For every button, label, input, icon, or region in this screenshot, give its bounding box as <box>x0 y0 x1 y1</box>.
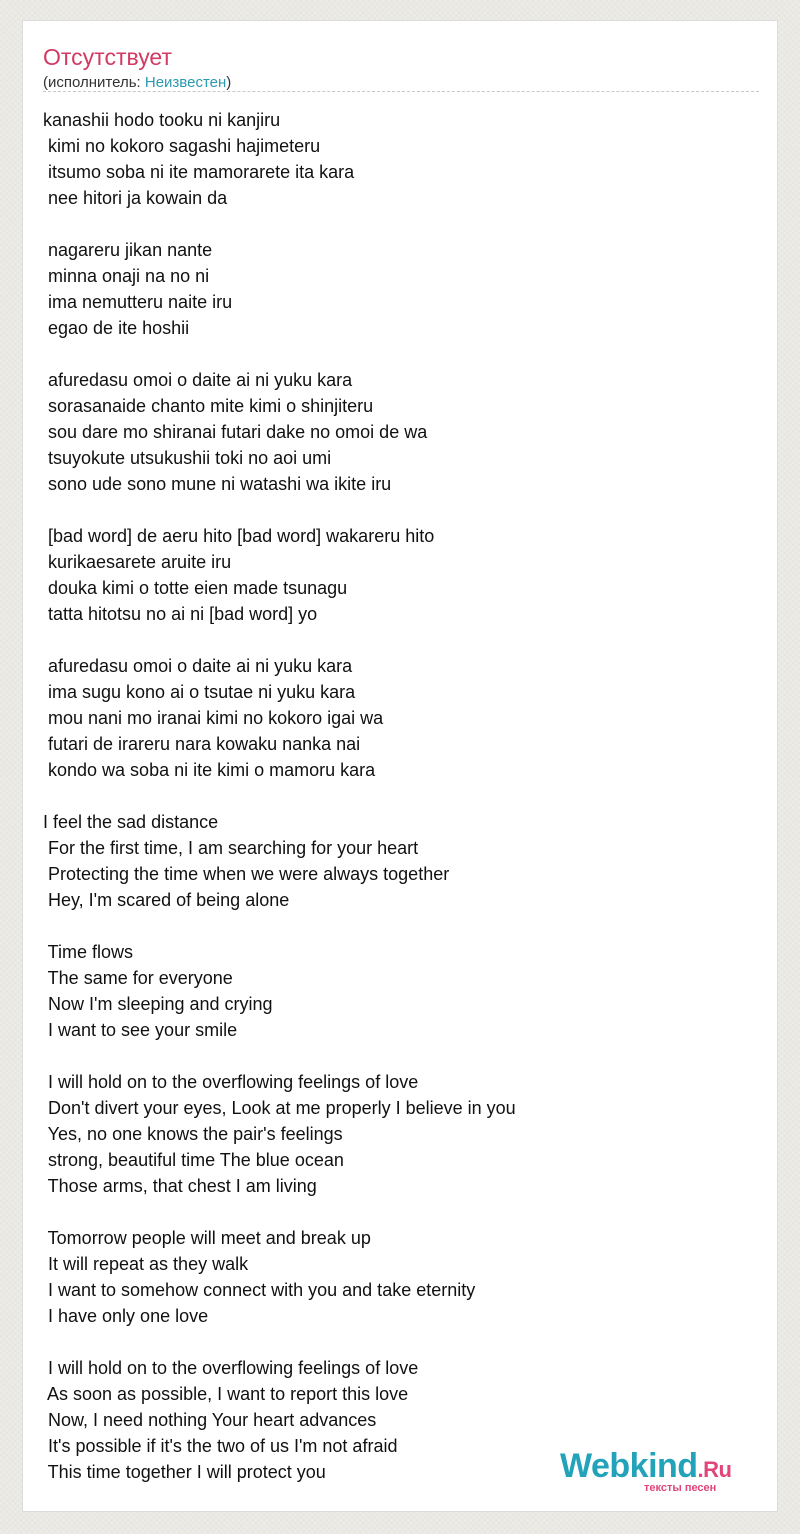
lyric-line <box>43 913 516 939</box>
lyric-line <box>43 1043 516 1069</box>
lyric-line: ima sugu kono ai o tsutae ni yuku kara <box>43 682 356 702</box>
lyric-line: For the first time, I am searching for your heart <box>43 838 419 858</box>
lyric-line <box>43 497 516 523</box>
lyric-line: futari de irareru nara kowaku nanka nai <box>43 734 361 754</box>
lyric-line: afuredasu omoi o daite ai ni yuku kara <box>43 656 353 676</box>
lyric-line: egao de ite hoshii <box>43 318 190 338</box>
artist-line <box>43 74 231 92</box>
artist-link[interactable]: Неизвестен <box>144 74 227 91</box>
lyric-line: kimi no kokoro sagashi hajimeteru <box>43 136 321 156</box>
site-logo[interactable] <box>560 1446 760 1496</box>
lyric-line: I feel the sad distance <box>43 812 219 832</box>
lyric-line: kurikaesarete aruite iru <box>43 552 232 572</box>
lyric-line: nee hitori ja kowain da <box>43 188 228 208</box>
lyric-line: The same for everyone <box>43 968 233 988</box>
logo-name: Webkind <box>560 1447 698 1485</box>
lyric-line <box>43 627 516 653</box>
song-title: Отсутствует <box>43 44 172 70</box>
lyrics-card <box>22 20 778 1512</box>
lyric-line: As soon as possible, I want to report this love <box>43 1384 409 1404</box>
artist-suffix: ) <box>226 74 232 91</box>
lyric-line: I want to somehow connect with you and take eternity <box>43 1280 476 1300</box>
lyric-line: sou dare mo shiranai futari dake no omoi de wa <box>43 422 428 442</box>
lyric-line: nagareru jikan nante <box>43 240 213 260</box>
lyric-line: ima nemutteru naite iru <box>43 292 233 312</box>
lyric-line: I have only one love <box>43 1306 209 1326</box>
lyric-line: tatta hitotsu no ai ni [bad word] yo <box>43 604 318 624</box>
lyric-line: Don't divert your eyes, Look at me properly I believe in you <box>43 1098 516 1118</box>
lyric-line: itsumo soba ni ite mamorarete ita kara <box>43 162 355 182</box>
lyric-line: strong, beautiful time The blue ocean <box>43 1150 344 1170</box>
logo-tagline: тексты песен <box>644 1482 717 1494</box>
lyric-line: I want to see your smile <box>43 1020 238 1040</box>
lyric-line: Those arms, that chest I am living <box>43 1176 317 1196</box>
lyric-line: mou nani mo iranai kimi no kokoro igai wa <box>43 708 384 728</box>
lyric-line: It's possible if it's the two of us I'm not afraid <box>43 1436 398 1456</box>
lyric-line: sono ude sono mune ni watashi wa ikite iru <box>43 474 392 494</box>
lyric-line: It will repeat as they walk <box>43 1254 249 1274</box>
lyric-line: Protecting the time when we were always together <box>43 864 450 884</box>
lyric-line: Now I'm sleeping and crying <box>43 994 273 1014</box>
lyric-line <box>43 783 516 809</box>
lyric-line: I will hold on to the overflowing feelings of love <box>43 1358 419 1378</box>
lyric-line: [bad word] de aeru hito [bad word] wakareru hito <box>43 526 435 546</box>
lyric-line: I will hold on to the overflowing feelings of love <box>43 1072 419 1092</box>
lyric-line: Yes, no one knows the pair's feelings <box>43 1124 343 1144</box>
lyric-line: afuredasu omoi o daite ai ni yuku kara <box>43 370 353 390</box>
lyric-line <box>43 211 516 237</box>
lyric-line: Tomorrow people will meet and break up <box>43 1228 371 1248</box>
lyric-line: minna onaji na no ni <box>43 266 210 286</box>
lyric-line: Time flows <box>43 942 134 962</box>
lyric-line <box>43 341 516 367</box>
artist-prefix: (исполнитель: <box>43 74 145 91</box>
lyric-line <box>43 1199 516 1225</box>
lyric-line: douka kimi o totte eien made tsunagu <box>43 578 348 598</box>
lyric-line: kondo wa soba ni ite kimi o mamoru kara <box>43 760 376 780</box>
logo-tld: .Ru <box>697 1457 732 1482</box>
lyric-line: sorasanaide chanto mite kimi o shinjiteru <box>43 396 374 416</box>
lyric-line: tsuyokute utsukushii toki no aoi umi <box>43 448 332 468</box>
title-divider <box>43 91 759 92</box>
lyric-line: Hey, I'm scared of being alone <box>43 890 290 910</box>
lyric-line: kanashii hodo tooku ni kanjiru <box>43 110 281 130</box>
lyric-line: Now, I need nothing Your heart advances <box>43 1410 377 1430</box>
lyrics-text <box>43 107 516 1485</box>
lyric-line: This time together I will protect you <box>43 1462 326 1482</box>
lyric-line <box>43 1329 516 1355</box>
